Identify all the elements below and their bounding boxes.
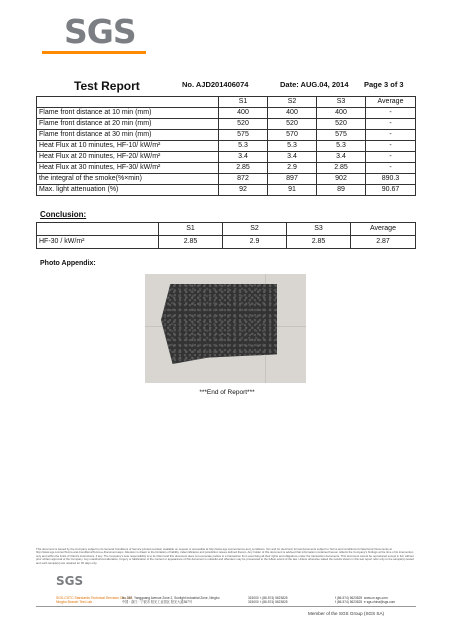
- footer-rule: [36, 606, 416, 607]
- table-row: [37, 163, 416, 174]
- table-cell: 400: [268, 108, 317, 119]
- table-cell: -: [366, 163, 416, 174]
- table-cell: 400: [219, 108, 268, 119]
- footer-postcode-phone: [248, 596, 288, 605]
- table-row: [37, 141, 416, 152]
- table-cell: 520: [219, 119, 268, 130]
- end-of-report: ***End of Report***: [199, 389, 255, 396]
- page-number: Page 3 of 3: [364, 80, 404, 89]
- table-cell: -: [366, 152, 416, 163]
- postcode: 315000: [248, 596, 259, 600]
- table-cell: 5.3: [219, 141, 268, 152]
- website: www.cn.sgs.com: [363, 596, 388, 600]
- table-cell: 902: [317, 174, 366, 185]
- row-label: Heat Flux at 10 minutes, HF-10/ kW/m²: [37, 141, 219, 152]
- header-cell: [37, 97, 219, 108]
- table-cell: S3: [287, 223, 351, 236]
- address-line: No.367, Yangguang Avenue Zone 2, Sunlight Industrial Zone, Ningbo: [122, 596, 220, 600]
- table-cell: 90.67: [366, 185, 416, 196]
- footer-sgs-logo: SGS: [56, 574, 84, 588]
- row-label: Heat Flux at 20 minutes, HF-20/ kW/m²: [37, 152, 219, 163]
- row-label: Max. light attenuation (%): [37, 185, 219, 196]
- sgs-logo: SGS: [64, 12, 136, 51]
- table-cell: S2: [223, 223, 287, 236]
- phone: t (86-574) 5623825: [260, 600, 288, 605]
- table-cell: Average: [351, 223, 416, 236]
- conclusion-table: [36, 222, 416, 249]
- table-cell: Average: [366, 97, 416, 108]
- member-of-sgs: Member of the SGS Group (SGS SA): [308, 611, 385, 616]
- table-cell: -: [366, 130, 416, 141]
- table-cell: 5.3: [268, 141, 317, 152]
- table-row: [37, 185, 416, 196]
- table-cell: S3: [317, 97, 366, 108]
- table-row: [37, 152, 416, 163]
- table-cell: 2.87: [351, 236, 416, 249]
- table-row: [37, 119, 416, 130]
- report-number: No. AJD201406074: [182, 80, 249, 89]
- table-cell: -: [366, 119, 416, 130]
- report-date: Date: AUG.04, 2014: [280, 80, 349, 89]
- table-row: [37, 108, 416, 119]
- table-cell: 575: [219, 130, 268, 141]
- photo-appendix-title: Photo Appendix:: [40, 260, 96, 267]
- sample-material: [161, 284, 277, 364]
- footer-fax-web: [335, 596, 395, 605]
- row-label: Flame front distance at 30 min (mm): [37, 130, 219, 141]
- postcode: 315000: [248, 600, 259, 605]
- table-cell: 520: [268, 119, 317, 130]
- legal-disclaimer: This document is issued by the Company subject to its General Conditions of Service printed overleaf, available on request or accessible at http://www.sgs.com/en/terms-and_conditions. htm and for electronic format documents subject to Terms and Conditions for Electronic Documents at http://www.sgs.com/en/Terms-and-Conditions/Terms-e-Document.aspx. Attention is drawn to the limitation of liability, indemnification and jurisdiction issues defined therein. Any holder of this document is advised that information contained hereon reflects the Company's findings at the time of its intervention only and within the limits of Client's instructions, if any. The Company's sole responsibility is to its Client and this document does not exonerate parties to a transaction from exercising all their rights and obligations under the transaction documents. This document cannot be reproduced except in full, without prior written approval of the Company. Any unauthorized alteration, forgery or falsification of the content or appearance of this document is unlawful and offenders may be prosecuted to the fullest extent of the law. Unless otherwise stated the results shown in this test report refer only to the sample(s) tested and such sample(s) are retained for 30 days only.: [36, 547, 414, 565]
- table-cell: -: [366, 141, 416, 152]
- header-cell: [37, 223, 159, 236]
- table-row: [37, 130, 416, 141]
- company-name: SGS-CSTC Standards Technical Services Co., Ltd.: [56, 596, 133, 600]
- sample-photo: [145, 274, 306, 383]
- table-cell: S1: [159, 223, 223, 236]
- conclusion-title: Conclusion:: [40, 210, 87, 219]
- table-header-row: [37, 223, 416, 236]
- report-title: Test Report: [74, 79, 140, 93]
- results-table: [36, 96, 416, 196]
- table-cell: 897: [268, 174, 317, 185]
- table-cell: 5.3: [317, 141, 366, 152]
- table-cell: 400: [317, 108, 366, 119]
- table-row: [37, 174, 416, 185]
- table-cell: S2: [268, 97, 317, 108]
- table-cell: 3.4: [219, 152, 268, 163]
- table-cell: 3.4: [268, 152, 317, 163]
- table-cell: 520: [317, 119, 366, 130]
- table-cell: 2.9: [223, 236, 287, 249]
- table-cell: 2.85: [317, 163, 366, 174]
- table-cell: 890.3: [366, 174, 416, 185]
- fax: f (86-574) 5623825: [335, 596, 363, 600]
- email: e sgs.china@sgs.com: [363, 600, 396, 605]
- row-label: Flame front distance at 10 min (mm): [37, 108, 219, 119]
- table-cell: 872: [219, 174, 268, 185]
- table-cell: 570: [268, 130, 317, 141]
- row-label: HF-30 / kW/m²: [37, 236, 159, 249]
- table-cell: 2.85: [287, 236, 351, 249]
- fax: f (86-574) 5623825: [335, 600, 363, 605]
- logo-underline: [42, 51, 146, 54]
- table-cell: -: [366, 108, 416, 119]
- table-cell: 575: [317, 130, 366, 141]
- table-row: [37, 236, 416, 249]
- table-header-row: [37, 97, 416, 108]
- row-label: the integral of the smoke(%×min): [37, 174, 219, 185]
- table-cell: 2.9: [268, 163, 317, 174]
- table-cell: 2.85: [219, 163, 268, 174]
- table-cell: 2.85: [159, 236, 223, 249]
- row-label: Heat Flux at 30 minutes, HF-30/ kW/m²: [37, 163, 219, 174]
- table-cell: 92: [219, 185, 268, 196]
- company-branch: Ningbo Branch Test Lab: [56, 600, 93, 604]
- phone: t (86-574) 5623825: [260, 596, 288, 600]
- address-line: 中国 · 浙江 · 宁波市 阳光工业园区 阳光大道367号: [122, 600, 193, 605]
- table-cell: 3.4: [317, 152, 366, 163]
- table-cell: 89: [317, 185, 366, 196]
- row-label: Flame front distance at 20 min (mm): [37, 119, 219, 130]
- footer-address: [122, 596, 219, 605]
- table-cell: S1: [219, 97, 268, 108]
- table-cell: 91: [268, 185, 317, 196]
